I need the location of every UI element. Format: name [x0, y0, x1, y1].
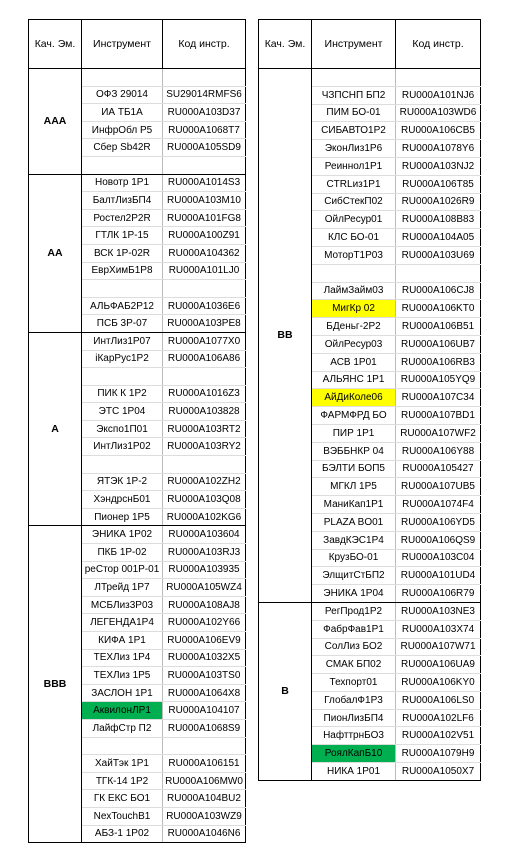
- instrument-name: [82, 69, 163, 87]
- instrument-name: ЧЗПСНП БП2: [312, 86, 396, 104]
- instrument-code: RU000A104BU2: [163, 790, 246, 808]
- instrument-name: ИнтЛиз1Р07: [82, 332, 163, 350]
- instrument-name: ТГК-14 1Р2: [82, 772, 163, 790]
- instrument-name: АЛЬЯНС 1Р1: [312, 371, 396, 389]
- instrument-name: ЛайфСтр П2: [82, 719, 163, 737]
- instrument-name: БалтЛизБП4: [82, 192, 163, 210]
- instrument-name: PLAZA BO01: [312, 513, 396, 531]
- instrument-code: RU000A102V51: [396, 727, 481, 745]
- instrument-code: RU000A102Y66: [163, 614, 246, 632]
- instrument-code: RU000A107WF2: [396, 424, 481, 442]
- instrument-name: МГКЛ 1Р5: [312, 478, 396, 496]
- instrument-name: АБЗ-1 1Р02: [82, 825, 163, 843]
- table-row: [259, 602, 481, 620]
- header-instrument: Инструмент: [82, 20, 163, 69]
- right-header-row: [259, 20, 481, 69]
- instrument-name: ПСБ 3Р-07: [82, 315, 163, 333]
- instrument-code: RU000A103NE3: [396, 602, 481, 620]
- instrument-code: RU000A103NJ2: [396, 157, 481, 175]
- instrument-code: RU000A1046N6: [163, 825, 246, 843]
- instrument-code: RU000A103RJ3: [163, 544, 246, 562]
- instrument-code: RU000A103RT2: [163, 420, 246, 438]
- instrument-code: RU000A1014S3: [163, 174, 246, 192]
- header-code: Код инстр.: [163, 20, 246, 69]
- instrument-code: [163, 69, 246, 87]
- instrument-name: КрузБО-01: [312, 549, 396, 567]
- instrument-name: [312, 264, 396, 282]
- instrument-name: ЗавдКЭС1Р4: [312, 531, 396, 549]
- instrument-name: реСтор 001Р-01: [82, 561, 163, 579]
- instrument-code: RU000A106RB3: [396, 353, 481, 371]
- instrument-code: RU000A106QS9: [396, 531, 481, 549]
- instrument-code: RU000A106MW0: [163, 772, 246, 790]
- instrument-name: МСБЛиз3Р03: [82, 596, 163, 614]
- instrument-code: RU000A106Y88: [396, 442, 481, 460]
- instrument-code: RU000A106KY0: [396, 674, 481, 692]
- instrument-name: [82, 368, 163, 386]
- instrument-name: РоялКапБ10: [312, 745, 396, 763]
- table-row: [29, 526, 246, 544]
- instrument-name: ЗАСЛОН 1Р1: [82, 684, 163, 702]
- right-rating-table: [258, 19, 481, 781]
- instrument-code: RU000A1036E6: [163, 297, 246, 315]
- instrument-code: RU000A102KG6: [163, 508, 246, 526]
- instrument-code: RU000A106UA9: [396, 656, 481, 674]
- instrument-code: RU000A103WZ9: [163, 807, 246, 825]
- instrument-name: Реиннол1Р1: [312, 157, 396, 175]
- instrument-name: ГК ЕКС БО1: [82, 790, 163, 808]
- instrument-code: RU000A1032X5: [163, 649, 246, 667]
- rating-group-label: AAA: [29, 69, 82, 175]
- instrument-code: RU000A107W71: [396, 638, 481, 656]
- instrument-name: [312, 69, 396, 87]
- instrument-code: [163, 156, 246, 174]
- instrument-code: RU000A104A05: [396, 229, 481, 247]
- instrument-name: АЛЬФАБ2Р12: [82, 297, 163, 315]
- instrument-code: RU000A104107: [163, 702, 246, 720]
- header-code: Код инстр.: [396, 20, 481, 69]
- instrument-code: RU000A106KT0: [396, 300, 481, 318]
- instrument-name: ТЕХЛиз 1Р5: [82, 667, 163, 685]
- instrument-name: ПИР 1Р1: [312, 424, 396, 442]
- header-quality: Кач. Эм.: [29, 20, 82, 69]
- instrument-code: RU000A1026R9: [396, 193, 481, 211]
- instrument-name: ХэндрснБ01: [82, 491, 163, 509]
- instrument-code: RU000A103828: [163, 403, 246, 421]
- instrument-code: RU000A106YD5: [396, 513, 481, 531]
- table-row: [29, 174, 246, 192]
- instrument-code: RU000A103WD6: [396, 104, 481, 122]
- table-row: [29, 332, 246, 350]
- instrument-name: ЛЕГЕНДА1Р4: [82, 614, 163, 632]
- instrument-code: RU000A105SD9: [163, 139, 246, 157]
- instrument-code: RU000A102LF6: [396, 709, 481, 727]
- left-header-row: [29, 20, 246, 69]
- instrument-name: Экспо1П01: [82, 420, 163, 438]
- instrument-code: RU000A1016Z3: [163, 385, 246, 403]
- instrument-name: [82, 280, 163, 298]
- instrument-name: iКарРус1Р2: [82, 350, 163, 368]
- instrument-name: ЭлщитСтБП2: [312, 567, 396, 585]
- instrument-name: МигКр 02: [312, 300, 396, 318]
- instrument-code: RU000A103604: [163, 526, 246, 544]
- instrument-code: RU000A1074F4: [396, 496, 481, 514]
- instrument-name: ЭконЛиз1Р6: [312, 140, 396, 158]
- rating-group-label: A: [29, 332, 82, 526]
- instrument-code: RU000A107C34: [396, 389, 481, 407]
- instrument-code: RU000A101FG8: [163, 209, 246, 227]
- instrument-code: [396, 69, 481, 87]
- instrument-name: ОйлРесур01: [312, 211, 396, 229]
- instrument-code: RU000A107BD1: [396, 407, 481, 425]
- instrument-code: RU000A103935: [163, 561, 246, 579]
- instrument-name: ГТЛК 1Р-15: [82, 227, 163, 245]
- instrument-name: АквилонЛР1: [82, 702, 163, 720]
- instrument-name: СИБАВТО1Р2: [312, 122, 396, 140]
- instrument-name: ВЭББНКР 04: [312, 442, 396, 460]
- instrument-code: RU000A1078Y6: [396, 140, 481, 158]
- instrument-code: RU000A100Z91: [163, 227, 246, 245]
- instrument-name: ФабрФав1Р1: [312, 620, 396, 638]
- instrument-name: ЛТрейд 1Р7: [82, 579, 163, 597]
- instrument-code: SU29014RMFS6: [163, 86, 246, 104]
- instrument-name: ПионЛизБП4: [312, 709, 396, 727]
- instrument-code: RU000A1068S9: [163, 719, 246, 737]
- instrument-code: [163, 368, 246, 386]
- instrument-code: [163, 737, 246, 755]
- instrument-name: ИА ТБ1А: [82, 104, 163, 122]
- instrument-name: СибСтекП02: [312, 193, 396, 211]
- instrument-code: RU000A106CB5: [396, 122, 481, 140]
- instrument-code: RU000A103D37: [163, 104, 246, 122]
- instrument-name: ГлобалФ1Р3: [312, 691, 396, 709]
- instrument-code: RU000A103PE8: [163, 315, 246, 333]
- instrument-name: [82, 456, 163, 474]
- instrument-name: РегПрод1Р2: [312, 602, 396, 620]
- instrument-code: RU000A103M10: [163, 192, 246, 210]
- instrument-name: БДеньг-2Р2: [312, 318, 396, 336]
- instrument-name: БЭЛТИ БОП5: [312, 460, 396, 478]
- instrument-code: RU000A101LJ0: [163, 262, 246, 280]
- instrument-name: CTRLиз1Р1: [312, 175, 396, 193]
- instrument-name: АСВ 1Р01: [312, 353, 396, 371]
- instrument-name: ОйлРесур03: [312, 335, 396, 353]
- instrument-code: RU000A106R79: [396, 585, 481, 603]
- instrument-code: RU000A1050X7: [396, 763, 481, 781]
- instrument-name: МоторТ1Р03: [312, 246, 396, 264]
- instrument-name: ЭНИКА 1Р04: [312, 585, 396, 603]
- instrument-code: RU000A106A86: [163, 350, 246, 368]
- instrument-name: Техпорт01: [312, 674, 396, 692]
- instrument-name: ТЕХЛиз 1Р4: [82, 649, 163, 667]
- instrument-name: Пионер 1Р5: [82, 508, 163, 526]
- instrument-code: RU000A107UB5: [396, 478, 481, 496]
- instrument-name: СМАК БП02: [312, 656, 396, 674]
- instrument-name: ЛаймЗайм03: [312, 282, 396, 300]
- instrument-name: ПИК К 1Р2: [82, 385, 163, 403]
- instrument-code: RU000A103TS0: [163, 667, 246, 685]
- instrument-code: RU000A105WZ4: [163, 579, 246, 597]
- rating-group-label: BB: [259, 69, 312, 603]
- instrument-code: [163, 456, 246, 474]
- instrument-name: ЭТС 1Р04: [82, 403, 163, 421]
- instrument-name: ИнфрОбл Р5: [82, 121, 163, 139]
- instrument-name: [82, 737, 163, 755]
- instrument-name: ПКБ 1Р-02: [82, 544, 163, 562]
- instrument-code: RU000A103U69: [396, 246, 481, 264]
- instrument-code: RU000A106B51: [396, 318, 481, 336]
- left-rating-table: [28, 19, 246, 843]
- instrument-name: ФАРМФРД БО: [312, 407, 396, 425]
- instrument-name: ВСК 1Р-02R: [82, 244, 163, 262]
- instrument-code: RU000A104362: [163, 244, 246, 262]
- instrument-code: RU000A106T85: [396, 175, 481, 193]
- instrument-name: NexTouchB1: [82, 807, 163, 825]
- instrument-name: ИнтЛиз1Р02: [82, 438, 163, 456]
- instrument-code: RU000A102ZH2: [163, 473, 246, 491]
- header-quality: Кач. Эм.: [259, 20, 312, 69]
- instrument-name: ХайТэк 1Р1: [82, 755, 163, 773]
- instrument-code: RU000A101UD4: [396, 567, 481, 585]
- instrument-code: RU000A106LS0: [396, 691, 481, 709]
- instrument-code: RU000A106UB7: [396, 335, 481, 353]
- instrument-name: [82, 156, 163, 174]
- instrument-code: RU000A106151: [163, 755, 246, 773]
- instrument-name: ОФЗ 29014: [82, 86, 163, 104]
- instrument-code: RU000A1079H9: [396, 745, 481, 763]
- instrument-name: Ростел2Р2R: [82, 209, 163, 227]
- instrument-code: RU000A105427: [396, 460, 481, 478]
- instrument-name: ЕврХимБ1Р8: [82, 262, 163, 280]
- instrument-code: RU000A1064X8: [163, 684, 246, 702]
- instrument-name: НафттрнБО3: [312, 727, 396, 745]
- instrument-name: ЯТЭК 1Р-2: [82, 473, 163, 491]
- instrument-name: АйДиКоле06: [312, 389, 396, 407]
- table-row: [29, 69, 246, 87]
- instrument-code: RU000A108AJ8: [163, 596, 246, 614]
- instrument-code: RU000A1068T7: [163, 121, 246, 139]
- instrument-code: RU000A108B83: [396, 211, 481, 229]
- instrument-name: МаниКап1Р1: [312, 496, 396, 514]
- rating-group-label: AA: [29, 174, 82, 332]
- header-instrument: Инструмент: [312, 20, 396, 69]
- instrument-name: СолЛиз БО2: [312, 638, 396, 656]
- instrument-code: RU000A103RY2: [163, 438, 246, 456]
- instrument-name: Новотр 1Р1: [82, 174, 163, 192]
- instrument-code: [163, 280, 246, 298]
- instrument-name: ПИМ БО-01: [312, 104, 396, 122]
- instrument-code: RU000A106EV9: [163, 632, 246, 650]
- instrument-code: [396, 264, 481, 282]
- rating-group-label: B: [259, 602, 312, 780]
- instrument-name: КИФА 1Р1: [82, 632, 163, 650]
- instrument-name: НИКА 1Р01: [312, 763, 396, 781]
- instrument-code: RU000A103X74: [396, 620, 481, 638]
- instrument-code: RU000A105YQ9: [396, 371, 481, 389]
- instrument-name: Сбер Sb42R: [82, 139, 163, 157]
- instrument-code: RU000A1077X0: [163, 332, 246, 350]
- instrument-code: RU000A101NJ6: [396, 86, 481, 104]
- rating-group-label: BBB: [29, 526, 82, 843]
- instrument-name: ЭНИКА 1Р02: [82, 526, 163, 544]
- instrument-code: RU000A106CJ8: [396, 282, 481, 300]
- table-row: [259, 69, 481, 87]
- instrument-code: RU000A103C04: [396, 549, 481, 567]
- instrument-code: RU000A103Q08: [163, 491, 246, 509]
- instrument-name: КЛС БО-01: [312, 229, 396, 247]
